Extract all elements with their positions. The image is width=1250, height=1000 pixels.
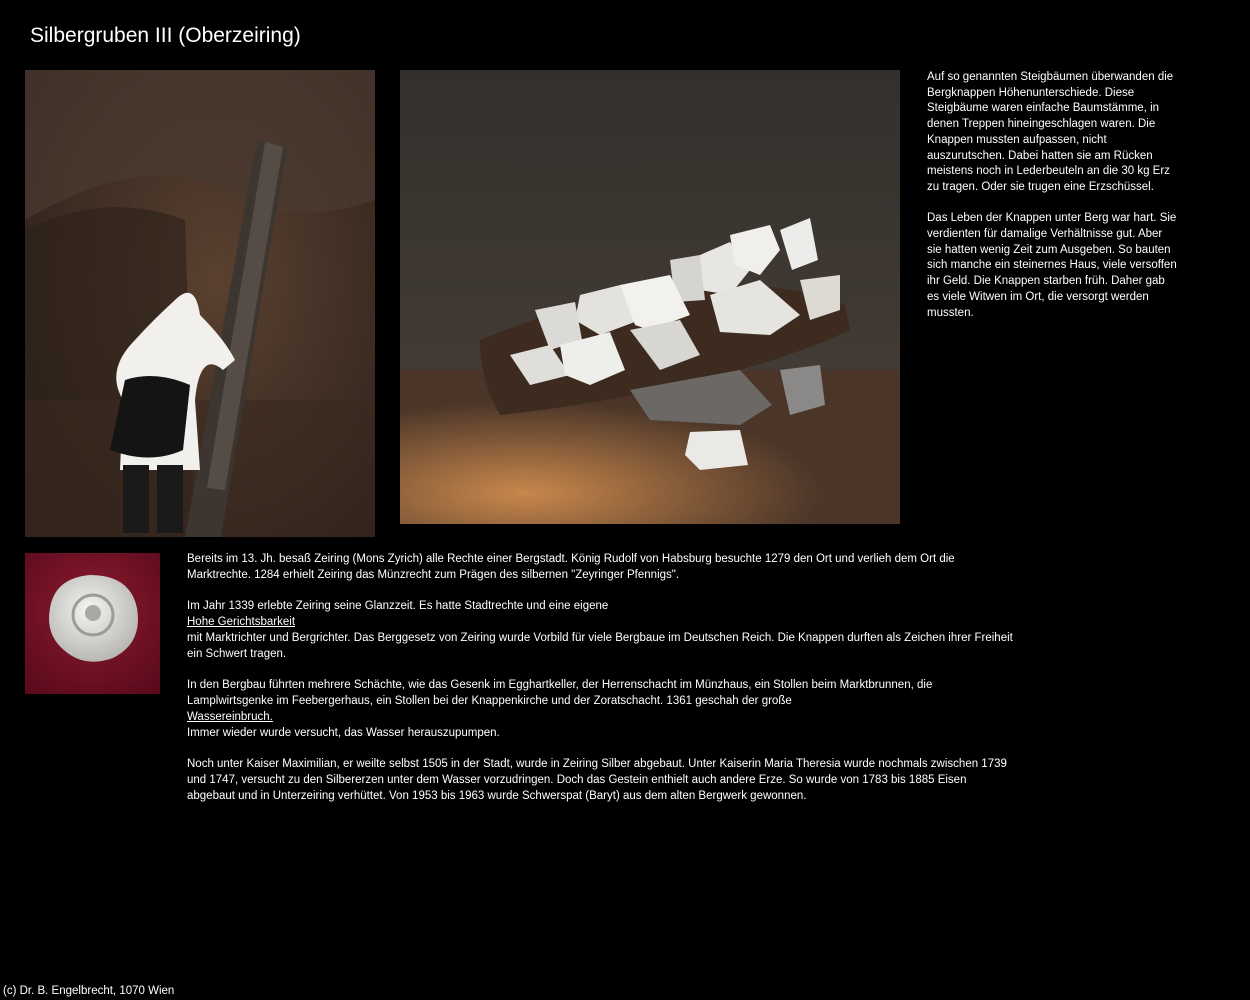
ore-trough-photo[interactable] <box>400 70 900 524</box>
wassereinbruch-link[interactable]: Wassereinbruch. <box>187 710 273 723</box>
page-title: Silbergruben III (Oberzeiring) <box>30 24 301 47</box>
hohe-gerichtsbarkeit-link[interactable]: Hohe Gerichtsbarkeit <box>187 616 296 629</box>
glanzzeit-text-after: mit Marktrichter und Bergrichter. Das Berggesetz von Zeiring wurde Vorbild für viele Bergbaue im Deutschen Reich. Die Knappen durften als Zeichen ihrer Freiheit ein Schwert tragen. <box>187 631 1013 660</box>
coin-photo-graphic <box>25 553 160 694</box>
miner-photo-graphic <box>25 70 375 537</box>
side-description <box>927 70 1177 337</box>
copyright-footer: (c) Dr. B. Engelbrecht, 1070 Wien <box>3 985 175 997</box>
side-paragraph-steigbaeume: Auf so genannten Steigbäumen überwanden die Bergknappen Höhenunterschiede. Diese Steigbäume waren einfache Baumstämme, in denen Treppen hineingeschlagen waren. Die Knappen mussten aufpassen, nicht auszurutschen. Dabei hatten sie am Rücken meistens noch in Lederbeuteln an die 30 kg Erz zu tragen. Oder sie trugen eine Erzschüssel. <box>927 71 1174 193</box>
main-paragraph-schaechte <box>187 678 1017 741</box>
side-paragraph-knappen-leben: Das Leben der Knappen unter Berg war hart. Sie verdienten für damalige Verhältnisse gut. Aber sie hatten wenig Zeit zum Ausgeben. So bauten sich manche ein steinernes Haus, viele versoffen ihr Geld. Die Knappen starben früh. Daher gab es viele Witwen im Ort, die versorgt werden mussten. <box>927 212 1177 319</box>
silver-coin-photo[interactable] <box>25 553 160 694</box>
main-paragraph-glanzzeit <box>187 599 1017 662</box>
schaechte-text-after: Immer wieder wurde versucht, das Wasser herauszupumpen. <box>187 726 500 739</box>
schaechte-text-before: In den Bergbau führten mehrere Schächte, wie das Gesenk im Egghartkeller, der Herrenschacht im Münzhaus, ein Stollen beim Marktbrunnen, die Lamplwirtsgenke im Feebergerhaus, ein Stollen bei der Knappenkirche und der Zoratschacht. 1361 geschah der große <box>187 679 933 708</box>
main-paragraph-maximilian: Noch unter Kaiser Maximilian, er weilte selbst 1505 in der Stadt, wurde in Zeiring Silber abgebaut. Unter Kaiserin Maria Theresia wurde nochmals zwischen 1739 und 1747, versucht zu den Silbererzen unter dem Wasser vorzudringen. Doch das Gestein enthielt auch andere Erze. So wurde von 1783 bis 1885 Eisen abgebaut und in Unterzeiring verhüttet. Von 1953 bis 1963 wurde Schwerspat (Baryt) aus dem alten Bergwerk gewonnen. <box>187 758 1007 802</box>
miner-with-tree-ladder-photo[interactable] <box>25 70 375 537</box>
ore-photo-graphic <box>400 70 900 524</box>
main-paragraph-bergstadt: Bereits im 13. Jh. besaß Zeiring (Mons Zyrich) alle Rechte einer Bergstadt. König Rudolf von Habsburg besuchte 1279 den Ort und verlieh dem Ort die Marktrechte. 1284 erhielt Zeiring das Münzrecht zum Prägen des silbernen "Zeyringer Pfennigs". <box>187 553 955 581</box>
main-description <box>187 552 1017 821</box>
glanzzeit-text-before: Im Jahr 1339 erlebte Zeiring seine Glanzzeit. Es hatte Stadtrechte und eine eigene <box>187 600 609 613</box>
